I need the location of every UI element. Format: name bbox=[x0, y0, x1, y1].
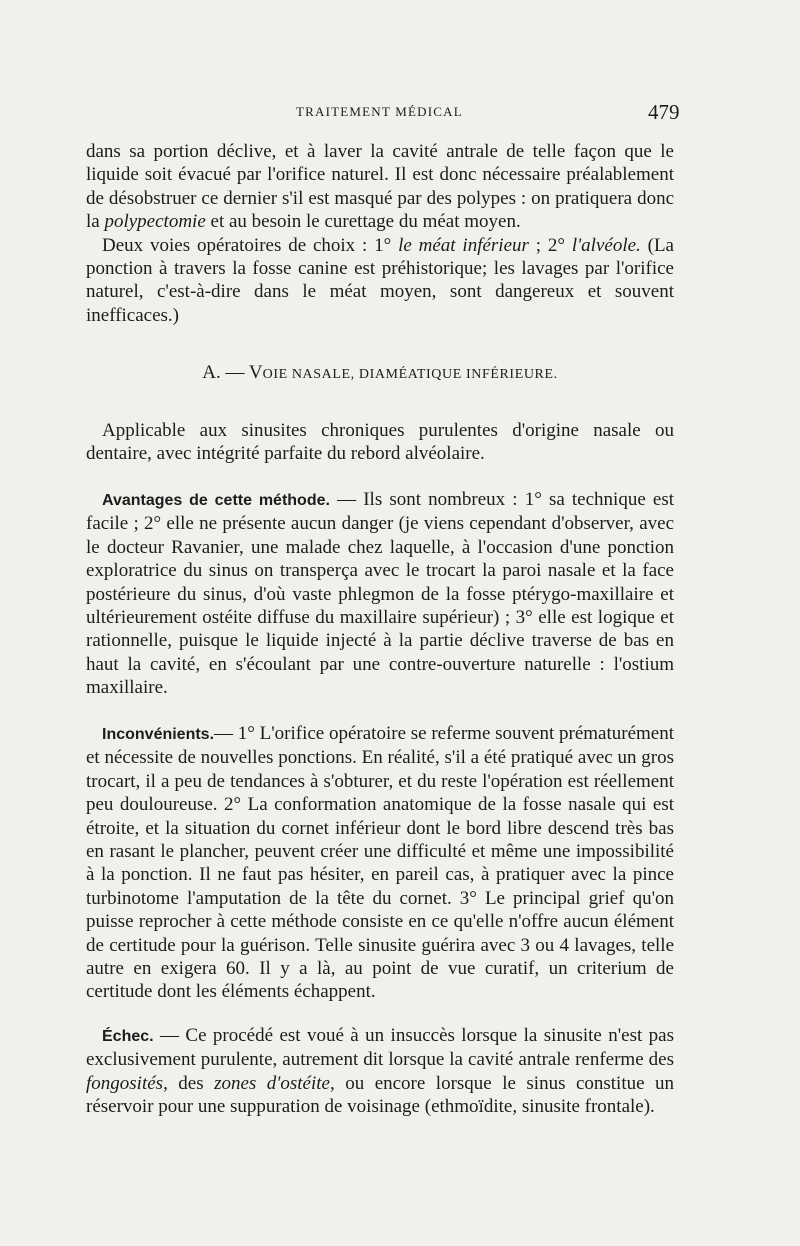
inconvenients-paragraph bbox=[86, 722, 674, 1004]
echec-section bbox=[86, 1024, 674, 1119]
echec-heading: Échec. bbox=[102, 1028, 154, 1045]
section-title-initial: V bbox=[248, 362, 263, 383]
avantages-paragraph bbox=[86, 488, 674, 700]
intro-text: dans sa portion déclive, et à laver la cavité antrale de telle façon que le liquide soit évacué par l'orifice naturel. Il est donc nécessaire préalablement de désobstruer ce dernier s'il est masqué par des polypes : on pratiquera donc la bbox=[86, 141, 674, 233]
italic-term: le méat inférieur bbox=[398, 234, 529, 256]
inconvenients-text: — 1° L'orifice opératoire se referme souvent prématurément et nécessite de nouvelles ponctions. En réalité, s'il a été pratiqué avec un gros trocart, il a peu de tendances à s'obturer, et du reste l'opération est réellement peu douloureuse. 2° La conformation anatomique de la fosse nasale qui est étroite, et la situation du cornet inférieur dont le bord libre descend très bas en rasant le plancher, peuvent créer une difficulté et même une impossibilité à la ponction. Il ne faut pas hésiter, en pareil cas, à pratiquer avec la pince turbinotome l'amputation de la tête du cornet. 3° Le principal grief qu'on puisse reprocher à cette méthode consiste en ce qu'elle n'offre aucun élément de certitude pour la guérison. Telle sinusite guérira avec 3 ou 4 lavages, telle autre en exigera 60. Il y a là, au point de vue curatif, un criterium de certitude dont les éléments échappent. bbox=[86, 723, 674, 1003]
inconvenients-heading: Inconvénients. bbox=[102, 726, 215, 743]
applicable-paragraph: Applicable aux sinusites chroniques purulentes d'origine nasale ou dentaire, avec intégrité parfaite du rebord alvéolaire. bbox=[86, 420, 674, 465]
section-heading bbox=[86, 362, 674, 384]
echec-text: , des bbox=[163, 1072, 215, 1094]
inconvenients-section bbox=[86, 722, 674, 1004]
intro-text: ; 2° bbox=[528, 234, 572, 256]
italic-term: l'alvéole. bbox=[571, 234, 641, 256]
avantages-section bbox=[86, 488, 674, 700]
intro-text-end: et au besoin le curettage du méat moyen. bbox=[205, 211, 521, 233]
italic-term: zones d'ostéite bbox=[214, 1072, 330, 1094]
page-number: 479 bbox=[648, 100, 680, 124]
running-head bbox=[0, 100, 800, 130]
intro-text: (La ponction à travers la fosse canine est préhistorique; les lavages par l'orifice naturel, c'est-à-dire dans le méat moyen, sont dangereux et souvent inefficaces.) bbox=[86, 234, 674, 326]
intro-paragraph-1 bbox=[86, 140, 674, 234]
intro-section bbox=[86, 140, 674, 327]
running-head-title: TRAITEMENT MÉDICAL bbox=[296, 104, 463, 119]
italic-term: polypectomie bbox=[104, 211, 206, 233]
italic-term: fongosités bbox=[86, 1072, 164, 1094]
avantages-heading: Avantages de cette méthode. bbox=[102, 492, 330, 509]
echec-text: — Ce procédé est voué à un insuccès lorsque la sinusite n'est pas exclusivement purulente, autrement dit lorsque la cavité antrale renferme des bbox=[86, 1025, 674, 1071]
applicable-section bbox=[86, 419, 674, 466]
echec-text: , ou encore lorsque le sinus constitue un réservoir pour une suppuration de voisinage (ethmoïdite, sinusite frontale). bbox=[86, 1072, 675, 1118]
echec-paragraph bbox=[86, 1024, 674, 1119]
section-title-rest: OIE NASALE, DIAMÉATIQUE INFÉRIEURE. bbox=[262, 367, 558, 382]
avantages-text: — Ils sont nombreux : 1° sa technique est facile ; 2° elle ne présente aucun danger (je viens cependant d'observer, avec le docteur Ravanier, une malade chez laquelle, à l'occasion d'une ponction exploratrice du sinus on transperça avec le trocart la paroi nasale et la face postérieure du sinus, d'où vaste phlegmon de la fosse ptérygo-maxillaire et ultérieurement ostéite diffuse du maxillaire supérieur) ; 3° elle est logique et rationnelle, puisque le liquide injecté à la partie déclive traverse de bas en haut la cavité, en s'écoulant par une contre-ouverture naturelle : l'ostium maxillaire. bbox=[86, 489, 674, 699]
intro-paragraph-2 bbox=[86, 234, 674, 328]
intro-text: Deux voies opératoires de choix : 1° bbox=[102, 234, 399, 256]
section-letter: A. — bbox=[202, 362, 249, 383]
